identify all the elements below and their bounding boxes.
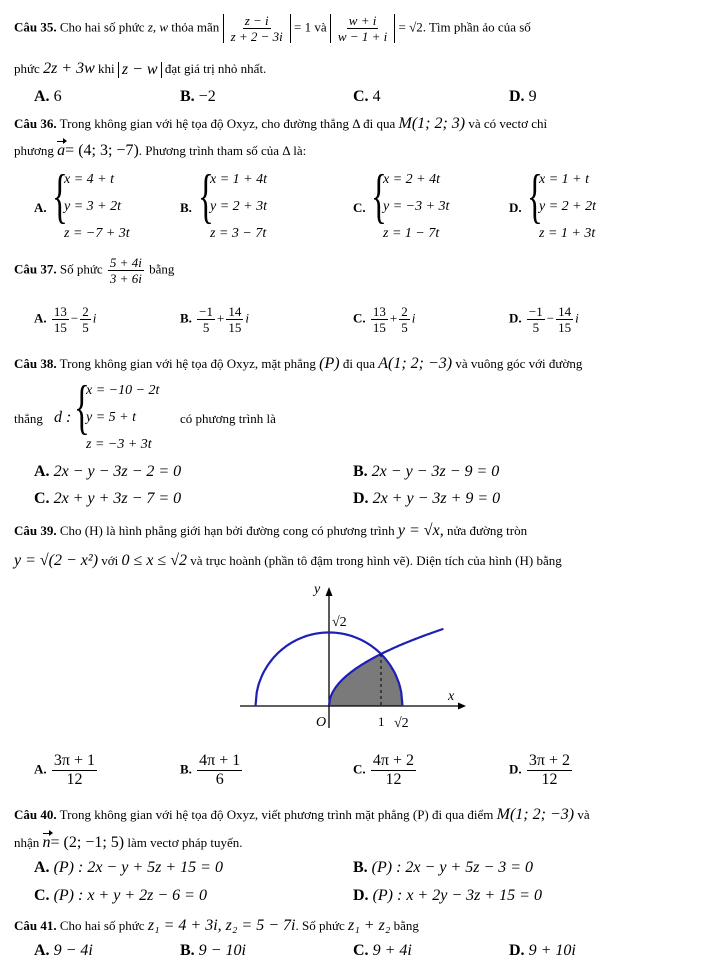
q35-vars: z, w bbox=[147, 19, 169, 35]
q40-l2b: làm vectơ pháp tuyến. bbox=[127, 835, 243, 850]
q37-a-op: − bbox=[70, 310, 79, 326]
q41-d-letter: D. bbox=[509, 942, 525, 959]
q36-l2a: phương bbox=[14, 143, 54, 158]
q39-x-arrow-icon bbox=[458, 703, 466, 710]
q35-line2 bbox=[14, 61, 266, 78]
q38-option-c[interactable] bbox=[34, 491, 181, 507]
q40-option-a[interactable] bbox=[34, 860, 223, 876]
q38-row1: x = −10 − 2t bbox=[86, 383, 160, 398]
q35-f1-den: z + 2 − 3i bbox=[230, 29, 283, 44]
q38-d-text: 2x + y − 3z + 9 = 0 bbox=[372, 490, 501, 507]
q35-label: Câu 35. bbox=[14, 19, 57, 35]
q36-line2 bbox=[14, 143, 306, 159]
q35-f1-num: z − i bbox=[244, 13, 269, 28]
q36-text2: và có vectơ chỉ bbox=[468, 116, 548, 131]
q38-line-d bbox=[14, 374, 414, 461]
q41-option-d[interactable] bbox=[509, 943, 576, 959]
q37-a-n1: 13 bbox=[53, 304, 67, 319]
q39-a-letter: A. bbox=[34, 761, 47, 777]
q41-a-letter: A. bbox=[34, 942, 50, 959]
q41-sum: z₁ + z₂ bbox=[348, 917, 391, 934]
q39-d-den: 12 bbox=[541, 771, 558, 788]
q40-vector-n: n bbox=[42, 834, 51, 851]
q38-d-letter: D. bbox=[353, 490, 369, 507]
q37-num: 5 + 4i bbox=[109, 255, 142, 270]
q41-option-a[interactable] bbox=[34, 943, 93, 959]
q40-text2: và bbox=[577, 807, 590, 822]
q39-range: 0 ≤ x ≤ √2 bbox=[121, 552, 187, 569]
q35-f2-den: w − 1 + i bbox=[337, 29, 388, 44]
q39-option-d[interactable] bbox=[509, 753, 574, 788]
q35-l2c: đạt giá trị nhỏ nhất. bbox=[164, 61, 267, 76]
q38-option-a[interactable] bbox=[34, 464, 181, 480]
q36-c-letter: C. bbox=[353, 200, 366, 215]
q39-option-c[interactable] bbox=[353, 753, 418, 788]
q35-d-letter: D. bbox=[509, 88, 525, 105]
q36-vecval: = (4; 3; −7) bbox=[65, 142, 139, 159]
q40-a-text: (P) : 2x − y + 5z + 15 = 0 bbox=[53, 859, 223, 876]
q35-absexpr: z − w bbox=[118, 62, 162, 78]
q35-eq2: = √2 bbox=[398, 19, 423, 35]
q37-line1 bbox=[14, 256, 174, 285]
q35-expr: 2z + 3w bbox=[43, 60, 95, 77]
q38-l2b: có phương trình là bbox=[180, 411, 276, 426]
q37-b-n1: −1 bbox=[199, 304, 214, 319]
q39-curve-eq: y = √x, bbox=[397, 522, 444, 539]
q41-option-c[interactable] bbox=[353, 943, 412, 959]
q38-b-letter: B. bbox=[353, 463, 368, 480]
q39-label: Câu 39. bbox=[14, 523, 57, 538]
q41-label: Câu 41. bbox=[14, 918, 57, 933]
q37-d-n2: 14 bbox=[558, 304, 572, 319]
q36-c-row2: y = −3 + 3t bbox=[383, 199, 450, 214]
q37-label: Câu 37. bbox=[14, 261, 57, 277]
q38-row3: z = −3 + 3t bbox=[86, 437, 152, 452]
q36-b-letter: B. bbox=[180, 200, 192, 215]
q36-b-row2: y = 2 + 3t bbox=[210, 199, 267, 214]
q35-and: và bbox=[314, 19, 327, 35]
q36-vector-a: a bbox=[57, 142, 66, 159]
q38-brace: { bbox=[74, 374, 90, 440]
q39-text3: với bbox=[101, 553, 119, 568]
q38-c-letter: C. bbox=[34, 490, 50, 507]
q40-option-d[interactable] bbox=[353, 888, 542, 904]
q41-a-text: 9 − 4i bbox=[53, 942, 93, 959]
q35-a-letter: A. bbox=[34, 88, 50, 105]
q36-line1 bbox=[14, 116, 547, 132]
q36-point: M(1; 2; 3) bbox=[398, 115, 466, 132]
q41-c-text: 9 + 4i bbox=[372, 942, 412, 959]
q39-text4: và trục hoành (phần tô đậm trong hình vẽ). Diện tích của hình (H) bằng bbox=[190, 553, 562, 568]
q37-a-d1: 15 bbox=[53, 320, 67, 335]
q38-option-b[interactable] bbox=[353, 464, 499, 480]
q37-option-b[interactable] bbox=[180, 305, 249, 334]
q39-line1 bbox=[14, 523, 527, 539]
q39-c-letter: C. bbox=[353, 761, 366, 777]
q37-den: 3 + 6i bbox=[109, 271, 142, 286]
q35-line1 bbox=[14, 14, 531, 43]
q38-dname: d : bbox=[54, 409, 72, 426]
q35-c-text: 4 bbox=[372, 88, 381, 105]
q35-b-text: −2 bbox=[198, 88, 216, 105]
q36-d-letter: D. bbox=[509, 200, 522, 215]
q38-a-text: 2x − y − 3z − 2 = 0 bbox=[53, 463, 182, 480]
q37-c-n1: 13 bbox=[372, 304, 386, 319]
q37-c-letter: C. bbox=[353, 310, 366, 326]
q35-d-text: 9 bbox=[528, 88, 537, 105]
q36-a-row2: y = 3 + 2t bbox=[64, 199, 121, 214]
q39-option-a[interactable] bbox=[34, 753, 99, 788]
q36-l2b: . Phương trình tham số của Δ là: bbox=[138, 143, 307, 158]
q35-c-letter: C. bbox=[353, 88, 369, 105]
q35-l2b: khi bbox=[98, 61, 115, 76]
q37-d-d2: 15 bbox=[558, 320, 572, 335]
q40-a-letter: A. bbox=[34, 859, 50, 876]
q36-a-row1: x = 4 + t bbox=[64, 172, 114, 187]
q40-point: M(1; 2; −3) bbox=[496, 806, 575, 823]
q40-l2a: nhận bbox=[14, 835, 40, 850]
q39-b-letter: B. bbox=[180, 761, 192, 777]
q38-text: Trong không gian với hệ tọa độ Oxyz, mặt phẳng bbox=[59, 356, 316, 371]
q38-line1 bbox=[14, 356, 582, 372]
q37-option-c[interactable] bbox=[353, 305, 415, 334]
q37-d-op: − bbox=[546, 310, 555, 326]
q40-vecval: = (2; −1; 5) bbox=[50, 834, 125, 851]
q38-a-letter: A. bbox=[34, 463, 50, 480]
q40-d-letter: D. bbox=[353, 887, 369, 904]
q39-origin-label: O bbox=[316, 715, 327, 730]
q38-option-d[interactable] bbox=[353, 491, 500, 507]
q37-c-d2: 5 bbox=[401, 320, 408, 335]
q37-a-n2: 2 bbox=[82, 304, 89, 319]
q37-b-op: + bbox=[217, 310, 225, 326]
q36-label: Câu 36. bbox=[14, 116, 57, 131]
q41-b-text: 9 − 10i bbox=[198, 942, 246, 959]
q37-a-d2: 5 bbox=[82, 320, 89, 335]
q35-f2-num: w + i bbox=[348, 13, 377, 28]
q35-text2: thỏa mãn bbox=[171, 19, 220, 35]
q39-figure bbox=[230, 578, 470, 738]
q35-l2a: phức bbox=[14, 61, 40, 76]
q35-option-c[interactable] bbox=[353, 89, 381, 105]
q36-a-brace: { bbox=[52, 163, 68, 229]
q36-d-row2: y = 2 + 2t bbox=[539, 199, 596, 214]
q36-a-letter: A. bbox=[34, 200, 47, 215]
q37-d-letter: D. bbox=[509, 310, 522, 326]
q41-c-letter: C. bbox=[353, 942, 369, 959]
q39-c-den: 12 bbox=[385, 771, 402, 788]
q39-option-b[interactable] bbox=[180, 753, 244, 788]
q36-b-brace: { bbox=[198, 163, 214, 229]
q36-text: Trong không gian với hệ tọa độ Oxyz, cho đường thẳng Δ đi qua bbox=[59, 116, 396, 131]
q35-abs2 bbox=[330, 14, 395, 43]
q40-option-c[interactable] bbox=[34, 888, 207, 904]
q37-option-a[interactable] bbox=[34, 305, 96, 334]
q38-b-text: 2x − y − 3z − 9 = 0 bbox=[371, 463, 500, 480]
q41-text3: bằng bbox=[393, 918, 419, 933]
q39-circle-eq: y = √(2 − x²) bbox=[14, 552, 99, 569]
q37-c-i: i bbox=[411, 310, 416, 326]
q37-c-op: + bbox=[389, 310, 398, 326]
q39-sqrt2-x-label: √2 bbox=[394, 716, 409, 731]
q39-y-arrow-icon bbox=[326, 587, 333, 596]
q36-b-row3: z = 3 − 7t bbox=[210, 226, 267, 241]
q37-b-letter: B. bbox=[180, 310, 192, 326]
q39-b-num: 4π + 1 bbox=[199, 752, 241, 769]
q37-text2: bằng bbox=[149, 261, 175, 277]
q41-numbers: z₁ = 4 + 3i, z₂ = 5 − 7i bbox=[147, 917, 296, 934]
q41-text: Cho hai số phức bbox=[59, 918, 145, 933]
q37-d-i: i bbox=[575, 310, 579, 326]
q35-option-b[interactable] bbox=[180, 89, 216, 105]
q35-option-d[interactable] bbox=[509, 89, 537, 105]
q37-d-n1: −1 bbox=[528, 304, 543, 319]
q37-option-d[interactable] bbox=[509, 305, 579, 334]
q39-line2 bbox=[14, 553, 562, 569]
q39-y-label: y bbox=[314, 582, 321, 597]
q36-a-row3: z = −7 + 3t bbox=[64, 226, 130, 241]
q39-sqrt2-top-label: √2 bbox=[332, 615, 347, 630]
q35-option-a[interactable] bbox=[34, 89, 62, 105]
q39-d-letter: D. bbox=[509, 761, 522, 777]
q39-d-num: 3π + 2 bbox=[528, 752, 570, 769]
q41-option-b[interactable] bbox=[180, 943, 246, 959]
q39-a-num: 3π + 1 bbox=[53, 752, 95, 769]
q39-text: Cho (H) là hình phẳng giới hạn bởi đường cong có phương trình bbox=[59, 523, 395, 538]
q37-a-i: i bbox=[92, 310, 97, 326]
q37-d-d1: 5 bbox=[532, 320, 540, 335]
q40-label: Câu 40. bbox=[14, 807, 57, 822]
q41-text2: . Số phức bbox=[295, 918, 345, 933]
q36-d-row3: z = 1 + 3t bbox=[539, 226, 596, 241]
q40-text: Trong không gian với hệ tọa độ Oxyz, viết phương trình mặt phẳng (P) đi qua điểm bbox=[59, 807, 494, 822]
q41-line1 bbox=[14, 918, 419, 934]
q37-c-n2: 2 bbox=[401, 304, 408, 319]
q39-a-den: 12 bbox=[66, 771, 83, 788]
q38-row2: y = 5 + t bbox=[86, 410, 136, 425]
q36-c-row3: z = 1 − 7t bbox=[383, 226, 440, 241]
q35-text4: . Tìm phần ảo của số bbox=[422, 19, 531, 35]
q35-a-text: 6 bbox=[53, 88, 62, 105]
q39-b-den: 6 bbox=[215, 771, 224, 788]
q37-a-letter: A. bbox=[34, 310, 47, 326]
q35-abs1 bbox=[223, 14, 291, 43]
q36-b-row1: x = 1 + 4t bbox=[210, 172, 267, 187]
q38-text2: đi qua bbox=[342, 356, 375, 371]
q40-line1 bbox=[14, 807, 590, 823]
q36-c-row1: x = 2 + 4t bbox=[383, 172, 440, 187]
q40-c-letter: C. bbox=[34, 887, 50, 904]
q39-x-label: x bbox=[448, 689, 455, 704]
q36-d-brace: { bbox=[527, 163, 543, 229]
q41-d-text: 9 + 10i bbox=[528, 942, 576, 959]
q35-text: Cho hai số phức bbox=[59, 19, 145, 35]
q37-b-d1: 5 bbox=[202, 320, 210, 335]
q38-text3: và vuông góc với đường bbox=[455, 356, 583, 371]
q37-b-d2: 15 bbox=[228, 320, 242, 335]
q39-c-num: 4π + 2 bbox=[372, 752, 414, 769]
q40-b-text: (P) : 2x − y + 5z − 3 = 0 bbox=[371, 859, 534, 876]
q37-b-n2: 14 bbox=[228, 304, 242, 319]
q41-b-letter: B. bbox=[180, 942, 195, 959]
q39-text2: nửa đường tròn bbox=[446, 523, 528, 538]
q39-one-label: 1 bbox=[378, 714, 385, 729]
q35-eq1: = 1 bbox=[294, 19, 312, 35]
q37-fraction bbox=[108, 256, 144, 285]
q40-d-text: (P) : x + 2y − 3z + 15 = 0 bbox=[372, 887, 542, 904]
q38-plane: (P) bbox=[319, 355, 340, 372]
q40-option-b[interactable] bbox=[353, 860, 533, 876]
q36-d-row1: x = 1 + t bbox=[539, 172, 589, 187]
q40-b-letter: B. bbox=[353, 859, 368, 876]
q36-c-brace: { bbox=[371, 163, 387, 229]
q40-line2 bbox=[14, 835, 243, 851]
q37-c-d1: 15 bbox=[372, 320, 386, 335]
q38-point: A(1; 2; −3) bbox=[378, 355, 453, 372]
q40-c-text: (P) : x + y + 2z − 6 = 0 bbox=[53, 887, 207, 904]
q38-c-text: 2x + y + 3z − 7 = 0 bbox=[53, 490, 182, 507]
q37-text: Số phức bbox=[59, 261, 103, 277]
q35-b-letter: B. bbox=[180, 88, 195, 105]
q37-b-i: i bbox=[245, 310, 249, 326]
q38-label: Câu 38. bbox=[14, 356, 57, 371]
q38-l2a: thẳng bbox=[14, 411, 43, 426]
